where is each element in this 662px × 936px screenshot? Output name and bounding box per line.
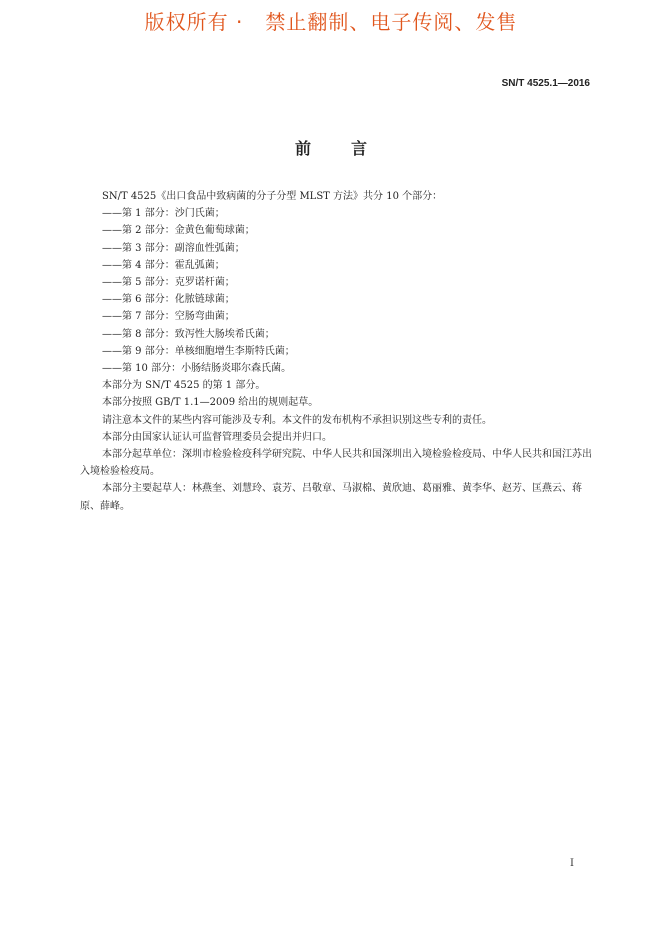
statement: 本部分按照 GB/T 1.1—2009 给出的规则起草。: [102, 397, 319, 409]
statement: 本部分由国家认证认可监督管理委员会提出并归口。: [102, 431, 332, 443]
part-item: ——第 5 部分：克罗诺杆菌；: [102, 277, 235, 289]
page-number: I: [570, 858, 574, 869]
part-item: ——第 8 部分：致泻性大肠埃希氏菌；: [102, 328, 275, 340]
part-item: ——第 3 部分：副溶血性弧菌；: [102, 242, 245, 254]
page-title: 前言: [294, 139, 407, 158]
part-item: ——第 6 部分：化脓链球菌；: [102, 294, 235, 306]
part-item: ——第 7 部分：空肠弯曲菌；: [102, 311, 235, 323]
drafting-units: 本部分起草单位：深圳市检验检疫科学研究院、中华人民共和国深圳出入境检验检疫局、中华人民共和国江苏出入境检验检疫局。: [80, 449, 592, 478]
part-item: ——第 9 部分：单核细胞增生李斯特氏菌；: [102, 345, 295, 357]
part-item: ——第 2 部分：金黄色葡萄球菌；: [102, 225, 255, 237]
statement: 本部分为 SN/T 4525 的第 1 部分。: [102, 380, 266, 392]
part-item: ——第 1 部分：沙门氏菌；: [102, 208, 225, 220]
intro-line: SN/T 4525《出口食品中致病菌的分子分型 MLST 方法》共分 10 个部分：: [102, 191, 443, 202]
statement: 请注意本文件的某些内容可能涉及专利。本文件的发布机构不承担识别这些专利的责任。: [102, 414, 492, 426]
foreword-body: [80, 188, 594, 515]
part-item: ——第 4 部分：霍乱弧菌；: [102, 259, 225, 271]
drafters: 本部分主要起草人：林燕奎、刘慧玲、袁芳、吕敬章、马淑棉、黄欣迪、葛丽雅、黄李华、赵芳、匡燕云、蒋原、薛峰。: [80, 483, 582, 512]
part-item: ——第 10 部分：小肠结肠炎耶尔森氏菌。: [102, 363, 292, 375]
copyright-watermark: 版权所有 · 禁止翻制、电子传阅、发售: [144, 10, 518, 34]
standard-code: SN/T 4525.1—2016: [501, 78, 590, 89]
